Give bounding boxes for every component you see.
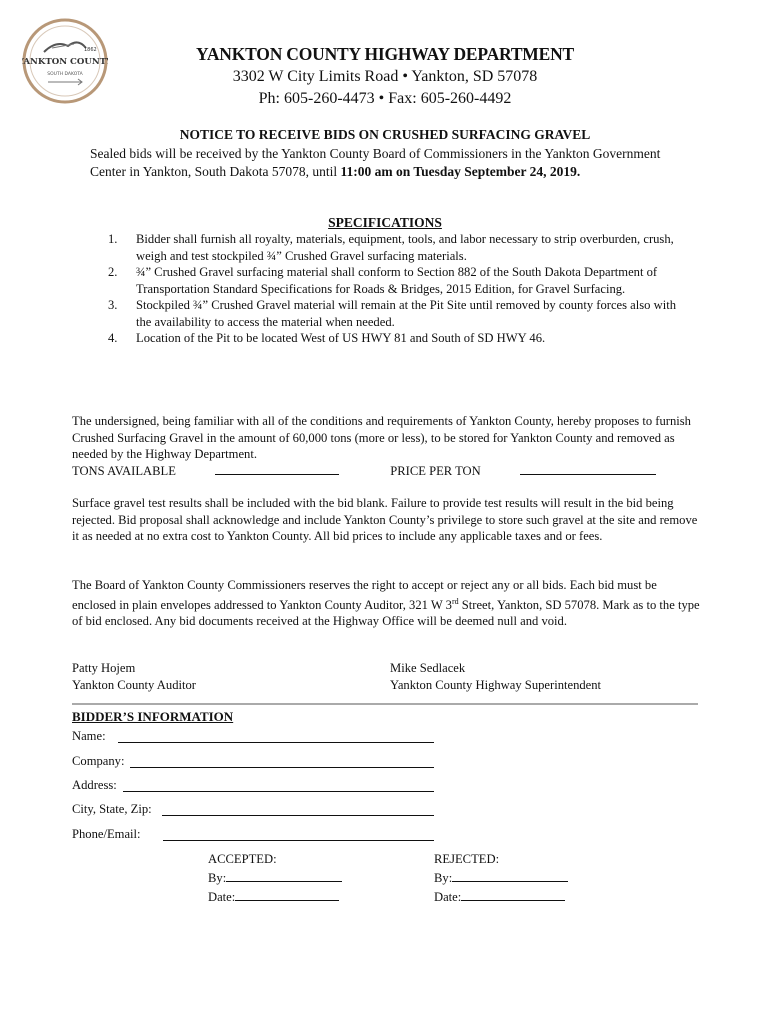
auditor-title: Yankton County Auditor — [72, 677, 196, 692]
logo-state: SOUTH DAKOTA — [47, 72, 83, 77]
tons-available-field[interactable] — [215, 462, 339, 475]
accepted-by-label: By: — [208, 871, 227, 885]
address-field[interactable] — [123, 791, 434, 792]
spec-item: 4. Location of the Pit to be located West of US HWY 81 and South of SD HWY 46. — [108, 331, 546, 345]
address-label: Address: — [72, 778, 117, 792]
accepted-by-field[interactable] — [226, 869, 342, 882]
auditor-signature — [72, 660, 196, 693]
rejected-date-label: Date: — [434, 890, 462, 904]
notice-deadline: 11:00 am on Tuesday September 24, 2019. — [340, 163, 581, 179]
name-field[interactable] — [118, 742, 434, 743]
department-address: 3302 W City Limits Road • Yankton, SD 57078 — [232, 68, 538, 85]
specifications-title: SPECIFICATIONS — [328, 215, 442, 230]
name-label: Name: — [72, 729, 106, 743]
rejected-by-field[interactable] — [452, 869, 568, 882]
rejected-block — [434, 850, 568, 907]
rejected-by-label: By: — [434, 871, 453, 885]
auditor-name: Patty Hojem — [72, 661, 136, 675]
department-phone-fax: Ph: 605-260-4473 • Fax: 605-260-4492 — [258, 90, 512, 107]
department-title: YANKTON COUNTY HIGHWAY DEPARTMENT — [196, 44, 574, 64]
rejected-date-field[interactable] — [461, 888, 565, 901]
spec-item: 2. ¾” Crushed Gravel surfacing material shall conform to Section 882 of the South Dakota Department of Transportation Standard Specifications for Roads & Bridges, 2015 Edition, for Gravel Surfacing. — [108, 265, 658, 296]
city-state-zip-field[interactable] — [162, 815, 434, 816]
test-results-paragraph: Surface gravel test results shall be included with the bid blank. Failure to provide test results will result in the bid being rejected. Bid proposal shall acknowledge and include Yankton County’s privilege to store such gravel at the site and remove it as needed at no extra cost to Yankton County. All bid prices to include any applicable taxes and or fees. — [72, 496, 698, 543]
superintendent-name: Mike Sedlacek — [390, 661, 466, 675]
bidder-information-title: BIDDER’S INFORMATION — [72, 709, 234, 724]
price-per-ton-field[interactable] — [520, 462, 656, 475]
accepted-date-field[interactable] — [235, 888, 339, 901]
spec-item: 1. Bidder shall furnish all royalty, materials, equipment, tools, and labor necessary to strip overburden, crush, weigh and test stockpiled ¾” Crushed Gravel surfacing materials. — [108, 232, 674, 263]
accepted-block — [208, 850, 342, 907]
divider — [72, 703, 698, 705]
city-state-zip-label: City, State, Zip: — [72, 802, 152, 816]
undersigned-paragraph: The undersigned, being familiar with all of the conditions and requirements of Yankton County, hereby proposes to furnish Crushed Surfacing Gravel in the amount of 60,000 tons (more or less), to be stored for Yankton County and removed as needed by the Highway Department. — [72, 414, 691, 461]
logo-name: YANKTON COUNTY — [22, 57, 108, 67]
board-paragraph: The Board of Yankton County Commissioners reserves the right to accept or reject any or all bids. Each bid must be enclosed in plain envelopes addressed to Yankton County Auditor, 321 W 3rd Street, Yankton, SD 57078. Mark as to the type of bid enclosed. Any bid documents received at the Highway Office will be deemed null and void. — [72, 578, 700, 629]
phone-email-label: Phone/Email: — [72, 827, 141, 841]
company-field[interactable] — [130, 767, 434, 768]
notice-intro: Sealed bids will be received by the Yankton County Board of Commissioners in the Yankton Government Center in Yankton, South Dakota 57078, until 11:00 am on Tuesday September 24, 2019. — [90, 146, 661, 179]
spec-item: 3. Stockpiled ¾” Crushed Gravel material will remain at the Pit Site until removed by county forces also with the availability to access the material when needed. — [108, 298, 677, 329]
rejected-label: REJECTED: — [434, 852, 500, 866]
logo-year: 1862 — [84, 47, 97, 53]
specifications-list — [108, 231, 688, 347]
company-label: Company: — [72, 754, 125, 768]
phone-email-field[interactable] — [163, 840, 434, 841]
superintendent-signature — [390, 660, 601, 693]
tons-available-label: TONS AVAILABLE — [72, 464, 176, 478]
superintendent-title: Yankton County Highway Superintendent — [390, 677, 602, 692]
tons-price-row — [72, 462, 702, 480]
accepted-date-label: Date: — [208, 890, 236, 904]
notice-title: NOTICE TO RECEIVE BIDS ON CRUSHED SURFACING GRAVEL — [179, 127, 591, 142]
accepted-label: ACCEPTED: — [208, 852, 277, 866]
price-per-ton-label: PRICE PER TON — [390, 464, 481, 478]
